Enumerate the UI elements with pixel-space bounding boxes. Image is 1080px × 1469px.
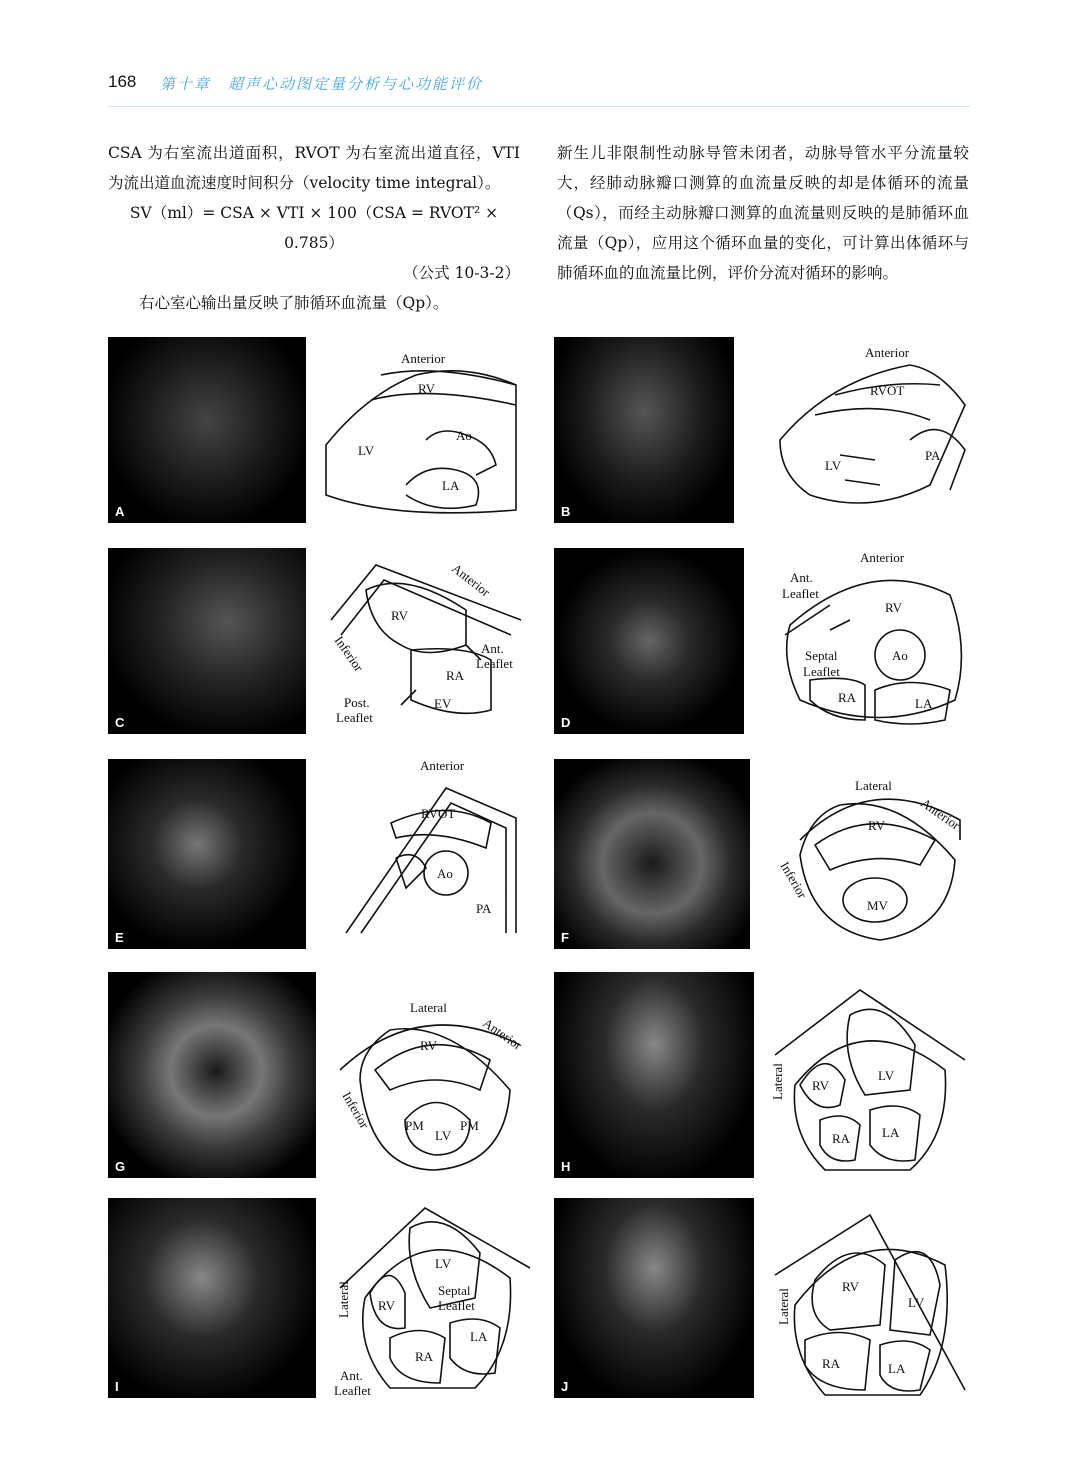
echo-image-f [554,759,750,949]
diagram-e [316,758,531,943]
diagram-label: LA [470,1329,488,1344]
diagram-label: Leaflet [334,1383,371,1398]
panel-letter: A [115,504,125,519]
page-header [108,66,970,107]
diagram-label: LA [888,1361,906,1376]
diagram-label: Anterior [865,345,910,360]
echo-image-d [554,548,744,734]
panel-letter: E [115,930,124,945]
page-number: 168 [108,72,137,91]
left-text-column [108,138,520,318]
diagram-label: LA [882,1125,900,1140]
diagram-label: LA [442,478,460,493]
echo-image-g [108,972,316,1178]
diagram-label: Anterior [860,550,905,565]
diagram-label: LV [358,443,375,458]
diagram-label: Ao [456,428,472,443]
diagram-label: Lateral [855,778,892,793]
diagram-label: Leaflet [782,586,819,601]
diagram-label: Lateral [776,1288,791,1325]
diagram-label: PM [405,1118,424,1133]
echo-image-b [554,337,734,523]
panel-letter: J [561,1379,569,1394]
diagram-label: LV [435,1256,452,1271]
panel-letter: C [115,715,125,730]
diagram-g [330,990,530,1180]
echo-image-c [108,548,306,734]
diagram-label: Inferior [331,633,367,675]
diagram-label: MV [867,898,888,913]
diagram-label: Leaflet [438,1298,475,1313]
diagram-label: Anterior [420,758,465,773]
echo-image-h [554,972,754,1178]
diagram-label: PM [460,1118,479,1133]
diagram-d [770,550,975,735]
diagram-label: Ant. [790,570,813,585]
diagram-label: RA [838,690,857,705]
diagram-a [316,345,526,525]
diagram-label: Ao [437,866,453,881]
diagram-label: RVOT [421,806,456,821]
paragraph: 右心室心输出量反映了肺循环血流量（Qp）。 [139,294,449,312]
diagram-label: RA [822,1356,841,1371]
diagram-label: RV [420,1038,438,1053]
diagram-label: RA [415,1349,434,1364]
diagram-f [770,760,975,950]
diagram-label: RV [812,1078,830,1093]
diagram-label: LA [915,696,933,711]
diagram-label: Ant. [481,641,504,656]
diagram-label: Lateral [410,1000,447,1015]
diagram-label: LV [435,1128,452,1143]
panel-letter: D [561,715,571,730]
diagram-label: LV [908,1295,925,1310]
panel-letter: F [561,930,569,945]
panel-letter: G [115,1159,126,1174]
diagram-label: Inferior [339,1089,373,1131]
diagram-label: RA [446,668,465,683]
diagram-label: RVOT [870,383,905,398]
diagram-label: Leaflet [803,664,840,679]
diagram-label: Lateral [770,1063,785,1100]
diagram-label: Inferior [777,859,811,901]
echo-image-e [108,759,306,949]
diagram-label: Septal [805,648,838,663]
right-text-column [557,138,969,288]
diagram-b [770,345,970,525]
echo-image-j [554,1198,754,1398]
diagram-label: LV [825,458,842,473]
diagram-label: LV [878,1068,895,1083]
diagram-c [316,550,531,735]
diagram-label: Lateral [336,1281,351,1318]
diagram-j [770,1205,975,1405]
diagram-label: Ao [892,648,908,663]
echo-image-a [108,337,306,523]
chapter-title: 第十章 超声心动图定量分析与心功能评价 [160,75,484,93]
diagram-label: RV [418,381,436,396]
diagram-h [770,985,970,1175]
diagram-label: EV [434,696,452,711]
diagram-label: Leaflet [476,656,513,671]
diagram-label: Septal [438,1283,471,1298]
formula-number: （公式 10-3-2） [403,264,520,282]
diagram-label: RV [885,600,903,615]
diagram-label: Leaflet [336,710,373,725]
paragraph: CSA 为右室流出道面积，RVOT 为右室流出道直径，VTI 为流出道血流速度时间积分（velocity time integral）。 [108,144,520,192]
echo-image-i [108,1198,316,1398]
paragraph: 新生儿非限制性动脉导管未闭者，动脉导管水平分流量较大，经肺动脉瓣口测算的血流量反映的却是体循环的流量（Qs），而经主动脉瓣口测算的血流量则反映的是肺循环血流量（Qp），应用这个循环血量的变化，可计算出体循环与肺循环血的血流量比例，评价分流对循环的影响。 [557,144,969,282]
diagram-label: PA [476,901,492,916]
panel-letter: I [115,1379,119,1394]
diagram-label: Anterior [480,1015,525,1053]
diagram-label: Ant. [340,1368,363,1383]
diagram-label: Anterior [918,795,963,833]
diagram-label: Anterior [401,351,446,366]
diagram-label: RV [391,608,409,623]
diagram-i [330,1198,535,1403]
diagram-label: Post. [344,695,370,710]
panel-letter: B [561,504,571,519]
diagram-label: RV [842,1279,860,1294]
diagram-label: RA [832,1131,851,1146]
diagram-label: RV [378,1298,396,1313]
diagram-label: RV [868,818,886,833]
diagram-label: PA [925,448,941,463]
diagram-label: Anterior [449,560,494,600]
panel-letter: H [561,1159,571,1174]
formula: SV（ml）= CSA × VTI × 100（CSA = RVOT² × 0.785） [129,204,499,252]
